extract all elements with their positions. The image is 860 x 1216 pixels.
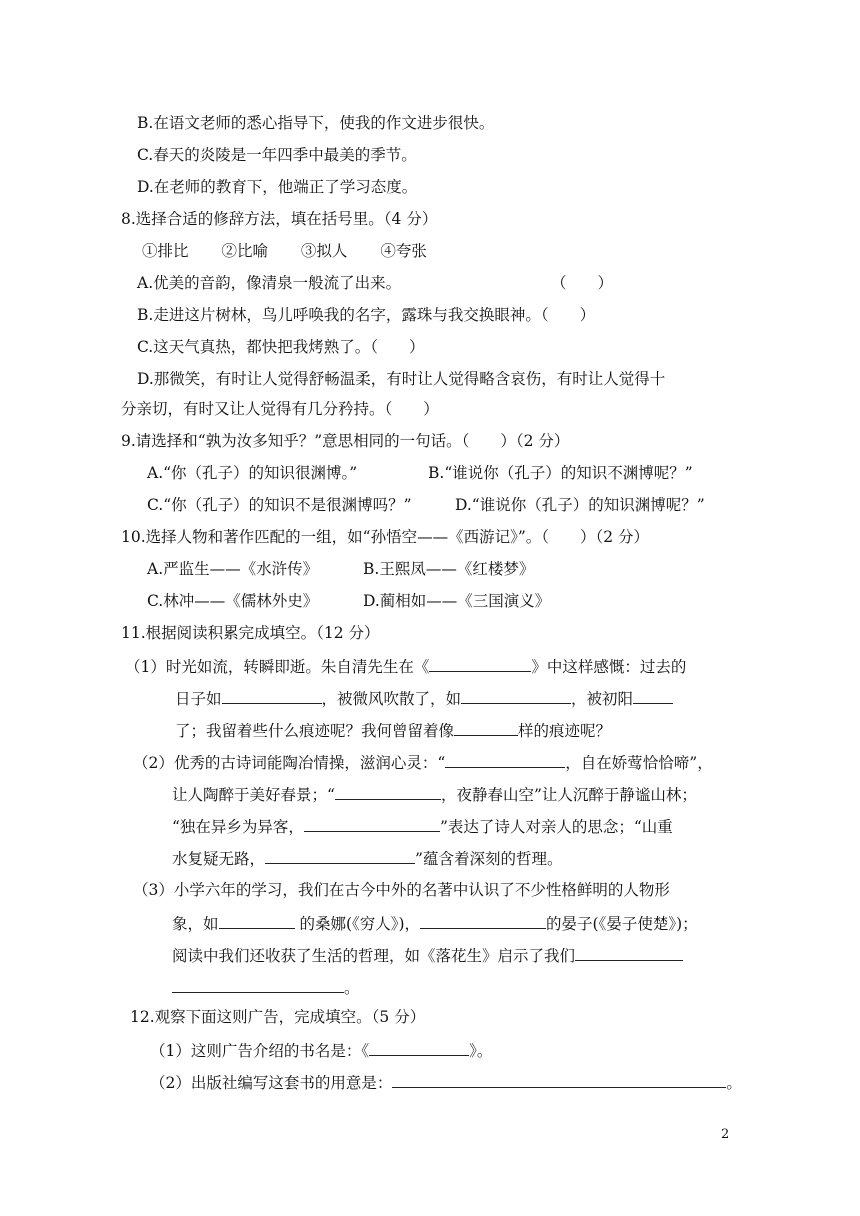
q11-p3-text-b: 象，如 (172, 915, 219, 933)
q8-choices (142, 240, 427, 262)
fill-blank[interactable] (420, 911, 546, 929)
q12-p2-text-b: 。 (726, 1074, 742, 1092)
q9-stem: 9.请选择和“孰为汝多知乎？”意思相同的一句话。（ ）（2 分） (121, 432, 570, 450)
q7-option-d: D.在老师的教育下，他端正了学习态度。 (137, 178, 418, 196)
fill-blank[interactable] (392, 1070, 726, 1088)
q11-p2-text-c: 让人陶醉于美好春景；“ (172, 786, 335, 804)
q9-option-b: B.“谁说你（孔子）的知识不渊博呢？” (428, 464, 693, 482)
q10-stem: 10.选择人物和著作匹配的一组，如“孙悟空——《西游记》”。（ ）（2 分） (121, 528, 650, 546)
q12-part1 (150, 1038, 492, 1060)
q11-part3-line2 (172, 911, 698, 933)
q8-choice-2: ②比喻 (221, 242, 268, 260)
q10-option-c: C.林冲——《儒林外史》 (147, 592, 319, 610)
q11-p1-text-a: （1）时光如流，转瞬即逝。朱自清先生在《 (125, 658, 430, 676)
q8-choice-4: ④夸张 (380, 242, 427, 260)
fill-blank[interactable] (633, 686, 673, 704)
q10-option-d: D.蔺相如——《三国演义》 (363, 592, 551, 610)
fill-blank[interactable] (172, 975, 344, 993)
q10-option-a: A.严监生——《水浒传》 (147, 560, 319, 578)
fill-blank[interactable] (335, 782, 441, 800)
q8-choice-1: ①排比 (142, 242, 189, 260)
q7-option-c: C.春天的炎陵是一年四季中最美的季节。 (137, 146, 417, 164)
fill-blank[interactable] (429, 654, 531, 672)
q11-p2-text-h: ”蕴含着深刻的哲理。 (415, 850, 563, 868)
q11-part1-line2 (175, 686, 673, 708)
q11-p3-text-d: 的晏子(《晏子使楚》)； (546, 915, 698, 933)
q8-stem: 8.选择合适的修辞方法，填在括号里。（4 分） (121, 210, 438, 228)
q9-option-a: A.“你（孔子）的知识很渊博。” (147, 464, 358, 482)
fill-blank[interactable] (454, 718, 518, 736)
q12-p2-text-a: （2）出版社编写这套书的用意是： (150, 1074, 393, 1092)
q10-option-b: B.王熙凤——《红楼梦》 (363, 560, 535, 578)
fill-blank[interactable] (304, 814, 440, 832)
q8-option-c: C.这天气真热，都快把我烤熟了。（ ） (137, 338, 425, 356)
q11-p1-text-e: ，被初阳 (571, 690, 634, 708)
q11-part3-line1: （3）小学六年的学习，我们在古今中外的名著中认识了不少性格鲜明的人物形 (133, 881, 670, 899)
q11-p2-text-f: ”表达了诗人对亲人的思念；“山重 (439, 818, 673, 836)
q11-p2-text-g: 水复疑无路， (172, 850, 266, 868)
q8-option-b: B.走进这片树林，鸟儿呼唤我的名字，露珠与我交换眼神。（ ） (137, 306, 596, 324)
q11-p3-text-e: 阅读中我们还收获了生活的哲理，如《落花生》启示了我们 (172, 947, 576, 965)
q11-part2-line3 (172, 814, 673, 836)
fill-blank[interactable] (575, 943, 683, 961)
q11-part1-line3 (175, 718, 611, 740)
q11-part3-line4 (172, 975, 360, 997)
q11-part3-line3 (172, 943, 683, 965)
q9-option-d: D.“谁说你（孔子）的知识渊博呢？” (455, 496, 705, 514)
q11-p2-text-a: （2）优秀的古诗词能陶冶情操，滋润心灵：“ (133, 754, 446, 772)
q8-option-a: A.优美的音韵，像清泉一般流了出来。 (137, 274, 402, 292)
q11-p3-text-f: 。 (344, 979, 360, 997)
q8-option-d-line1: D.那微笑，有时让人觉得舒畅温柔，有时让人觉得略含哀伤，有时让人觉得十 (137, 370, 666, 388)
q12-part2 (150, 1070, 742, 1092)
fill-blank[interactable] (461, 686, 571, 704)
q11-p1-text-c: 日子如 (175, 690, 222, 708)
q9-option-c: C.“你（孔子）的知识不是很渊博吗？” (147, 496, 412, 514)
q12-stem: 12.观察下面这则广告，完成填空。（5 分） (130, 1008, 426, 1026)
q8-option-d-line2: 分亲切，有时又让人觉得有几分矜持。（ ） (121, 400, 439, 418)
q11-p1-text-g: 样的痕迹呢？ (518, 722, 612, 740)
fill-blank[interactable] (369, 1038, 469, 1056)
q11-p1-text-f: 了；我留着些什么痕迹呢？我何曾留着像 (175, 722, 455, 740)
q11-p1-text-b: 》中这样感慨：过去的 (531, 658, 687, 676)
q11-p2-text-b: ，自在娇莺恰恰啼”， (565, 754, 713, 772)
fill-blank[interactable] (265, 846, 415, 864)
fill-blank[interactable] (219, 911, 295, 929)
q11-p2-text-e: “独在异乡为异客， (172, 818, 304, 836)
page-number: 2 (721, 1127, 730, 1142)
q11-part1-line1 (125, 654, 686, 676)
q11-part2-line4 (172, 846, 562, 868)
fill-blank[interactable] (445, 750, 565, 768)
q11-p1-text-d: ，被微风吹散了，如 (321, 690, 462, 708)
q12-p1-text-b: 》。 (469, 1042, 493, 1060)
q11-part2-line1 (133, 750, 713, 772)
q8-option-a-paren: （ ） (551, 274, 614, 292)
q11-part2-line2 (172, 782, 697, 804)
q11-p2-text-d: ，夜静春山空”让人沉醉于静谧山林； (440, 786, 697, 804)
q12-p1-text-a: （1）这则广告介绍的书名是：《 (150, 1042, 370, 1060)
fill-blank[interactable] (222, 686, 322, 704)
q11-p3-text-c: 的桑娜(《穷人》)， (294, 915, 421, 933)
q7-option-b: B.在语文老师的悉心指导下，使我的作文进步很快。 (137, 114, 495, 132)
q8-choice-3: ③拟人 (300, 242, 348, 260)
q11-stem: 11.根据阅读积累完成填空。（12 分） (121, 624, 380, 642)
